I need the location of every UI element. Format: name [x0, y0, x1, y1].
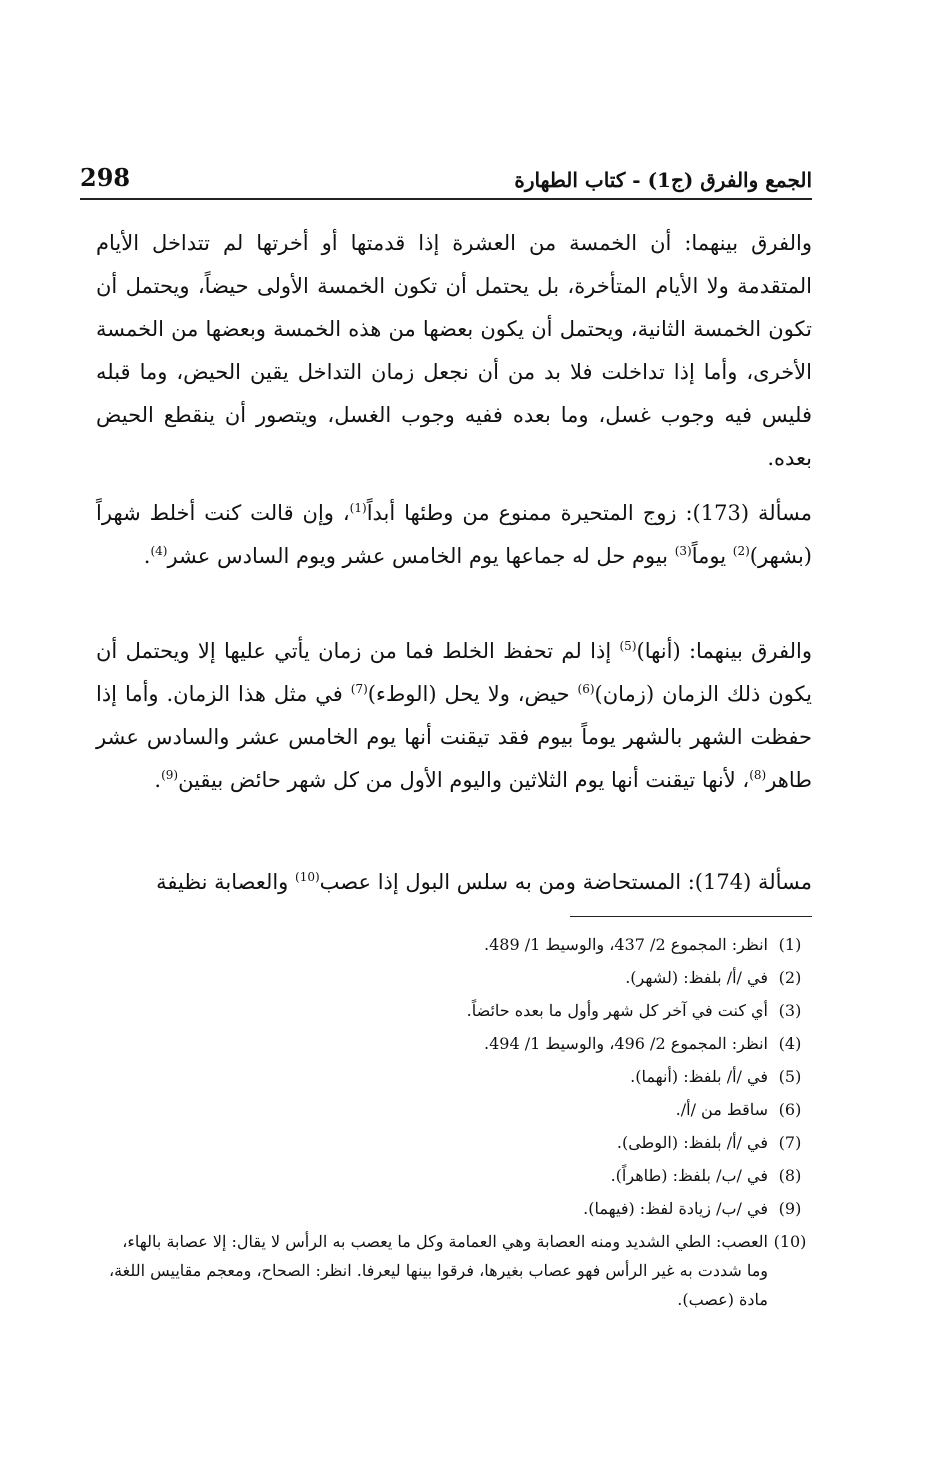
footnote-ref[interactable]: (8): [749, 768, 767, 782]
masala-173: مسألة (173): زوج المتحيرة ممنوع من وطئها أبداً$^{(1)}$، وإن قالت كنت أخلط شهراً (بشهر)$^{(2)}$ يوماً$^{(3)}$ بيوم حل له جماعها يوم الخامس عشر ويوم السادس عشر$^{(4)}$.: [96, 501, 813, 568]
page-number: 298: [80, 163, 131, 192]
footnote-item: (9) في /ب/ زيادة لفظ: (فيهما).: [583, 1199, 802, 1218]
paragraph-farq-1: والفرق بينهما: أن الخمسة من العشرة إذا قدمتها أو أخرتها لم تتداخل الأيام المتقدمة ولا الأيام المتأخرة، بل يحتمل أن تكون الخمسة الأولى حيضاً، ويحتمل أن تكون الخمسة الثانية، ويحتمل أن يكون بعضها من هذه الخمسة وبعضها من الخمسة الأخرى، وأما إذا تداخلت فلا بد من أن نجعل زمان التداخل يقين الحيض، وما قبله فليس فيه وجوب غسل، وما بعده ففيه وجوب الغسل، ويتصور أن ينقطع الحيض بعده.: [96, 231, 812, 470]
masala-174: مسألة (174): المستحاضة ومن به سلس البول إذا عصب$^{(10)}$ والعصابة نظيفة: [156, 870, 812, 894]
footnote-item: (10) العصب: الطي الشديد ومنه العصابة وهي العمامة وكل ما يعصب به الرأس لا يقال: إلا عصابة بالهاء، وما شددت به غير الرأس فهو عصاب بغيرها، فرقوا بينها ليعرفا. انظر: الصحاح، ومعجم مقاييس اللغة، مادة (عصب).: [108, 1232, 807, 1309]
footnote-ref[interactable]: (5): [619, 639, 637, 653]
footnote-separator: [570, 916, 812, 917]
footnote-item: (6) ساقط من /أ/.: [675, 1100, 802, 1119]
footnote-ref[interactable]: (3): [674, 544, 692, 558]
footnote-item: (4) انظر: المجموع 2/ 496، والوسيط 1/ 494.: [484, 1034, 802, 1053]
footnote-ref[interactable]: (2): [732, 544, 750, 558]
footnote-ref[interactable]: (1): [349, 501, 367, 515]
footnote-item: (3) أي كنت في آخر كل شهر وأول ما بعده حائضاً.: [466, 1001, 802, 1020]
footnote-item: (8) في /ب/ بلفظ: (طاهراً).: [610, 1166, 802, 1185]
footnotes: [96, 928, 812, 1314]
footnote-ref[interactable]: (6): [577, 682, 595, 696]
footnote-ref[interactable]: (4): [150, 544, 168, 558]
footnote-item: (5) في /أ/ بلفظ: (أنهما).: [630, 1067, 802, 1086]
running-title: الجمع والفرق (ج1) - كتاب الطهارة: [514, 168, 812, 192]
footnote-ref[interactable]: (10): [295, 870, 320, 884]
footnote-item: (2) في /أ/ بلفظ: (لشهر).: [625, 968, 802, 987]
page-header: [80, 160, 812, 200]
footnote-item: (1) انظر: المجموع 2/ 437، والوسيط 1/ 489.: [484, 935, 802, 954]
footnote-ref[interactable]: (9): [161, 768, 179, 782]
footnote-item: (7) في /أ/ بلفظ: (الوطى).: [616, 1133, 802, 1152]
paragraph-farq-173: والفرق بينهما: (أنها)$^{(5)}$ إذا لم تحفظ الخلط فما من زمان يأتي عليها إلا ويحتمل أن يكون ذلك الزمان (زمان)$^{(6)}$ حيض، ولا يحل (الوطء)$^{(7)}$ في مثل هذا الزمان. وأما إذا حفظت الشهر بالشهر يوماً بيوم فقد تيقنت أنها يوم الخامس عشر والسادس عشر طاهر$^{(8)}$، لأنها تيقنت أنها يوم الثلاثين واليوم الأول من كل شهر حائض بيقين$^{(9)}$.: [96, 639, 812, 792]
footnote-ref[interactable]: (7): [350, 682, 368, 696]
